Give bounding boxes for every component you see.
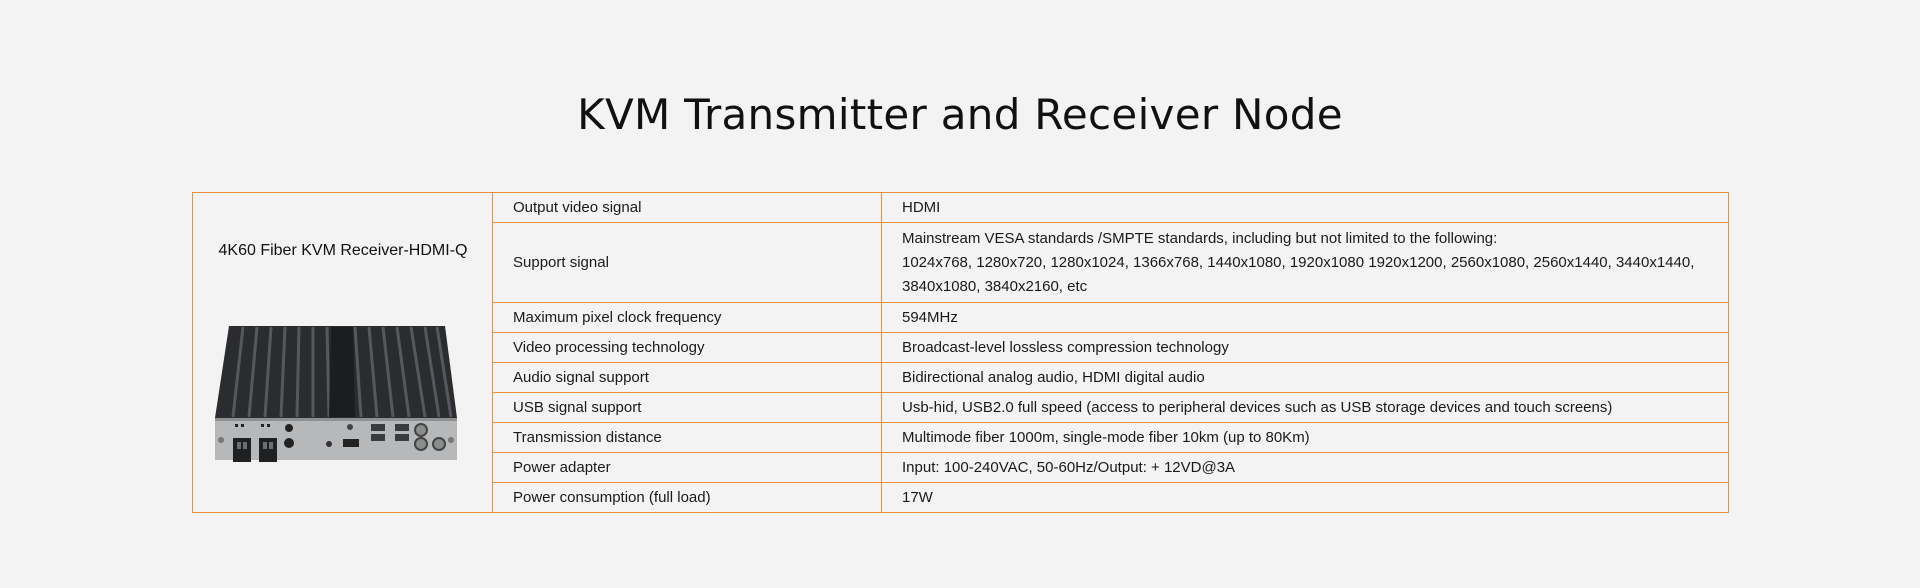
spec-table — [192, 192, 1729, 513]
param-value: 17W — [882, 483, 1729, 513]
param-label: Audio signal support — [493, 363, 882, 393]
param-label: Video processing technology — [493, 333, 882, 363]
param-label: Maximum pixel clock frequency — [493, 303, 882, 333]
product-cell — [193, 193, 493, 513]
device-photo — [207, 318, 479, 468]
param-label: Power adapter — [493, 453, 882, 483]
param-value: Multimode fiber 1000m, single-mode fiber 10km (up to 80Km) — [882, 423, 1729, 453]
param-value: HDMI — [882, 193, 1729, 223]
param-label: Transmission distance — [493, 423, 882, 453]
param-value: Usb-hid, USB2.0 full speed (access to peripheral devices such as USB storage devices and touch screens) — [882, 393, 1729, 423]
param-value: Broadcast-level lossless compression technology — [882, 333, 1729, 363]
param-value: Input: 100-240VAC, 50-60Hz/Output: + 12VD@3A — [882, 453, 1729, 483]
table-row — [193, 193, 1729, 223]
param-value: Mainstream VESA standards /SMPTE standards, including but not limited to the following: 1024x768, 1280x720, 1280x1024, 1366x768, 1440x1080, 1920x1080 1920x1200, 2560x1080, 2560x1440, 3440x1440, 3840x1080, 3840x2160, etc — [882, 223, 1729, 303]
param-label: Power consumption (full load) — [493, 483, 882, 513]
param-label: Support signal — [493, 223, 882, 303]
param-value: Bidirectional analog audio, HDMI digital audio — [882, 363, 1729, 393]
param-label: USB signal support — [493, 393, 882, 423]
param-label: Output video signal — [493, 193, 882, 223]
page-title: KVM Transmitter and Receiver Node — [577, 90, 1343, 139]
param-value: 594MHz — [882, 303, 1729, 333]
product-name: 4K60 Fiber KVM Receiver-HDMI-Q — [218, 242, 468, 259]
